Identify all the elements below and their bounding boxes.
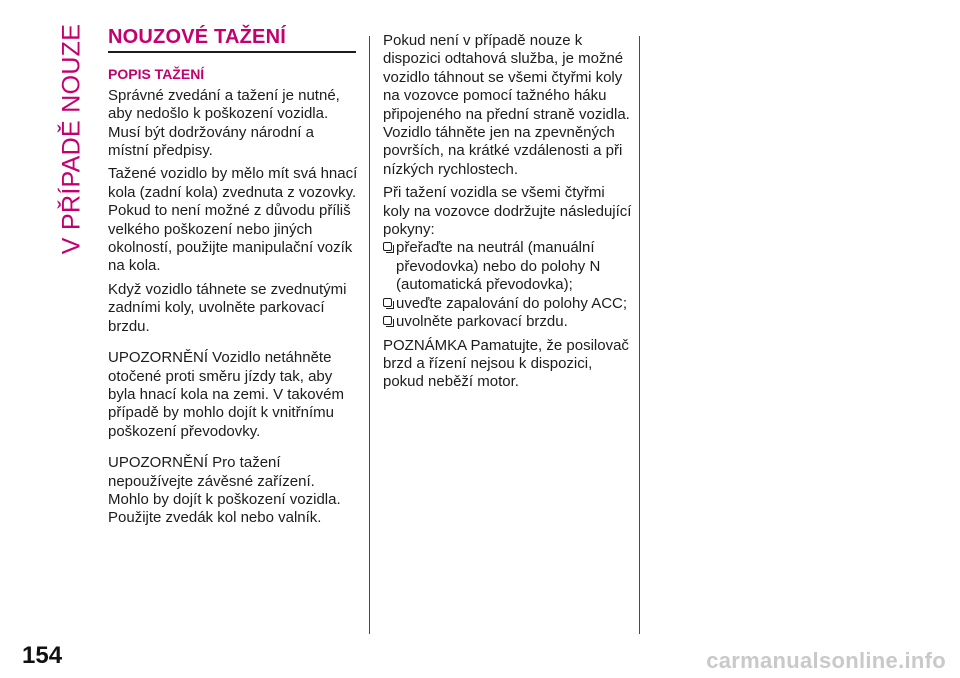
paragraph: Pokud není v případě nouze k dispozici odtahová služba, je možné vozidlo táhnout se všemi čtyřmi koly na vozovce pomocí tažného háku připojeného na přední straně vozidla. Vozidlo táhněte jen na zpevněných površích, na krátké vzdálenosti a při nízkých rychlostech. [383, 32, 630, 178]
chapter-side-label-text: V PŘÍPADĚ NOUZE [57, 23, 86, 255]
chapter-side-label [52, 24, 92, 254]
list-item [383, 239, 633, 294]
list-item [383, 313, 633, 331]
checkbox-bullet-icon [383, 298, 392, 307]
list-item-text: přeřaďte na neutrál (manuální převodovka) nebo do polohy N (automatická převodovka); [396, 239, 601, 294]
section-title: NOUZOVÉ TAŽENÍ [108, 28, 356, 53]
list-item [383, 295, 633, 313]
paragraph: Správné zvedání a tažení je nutné, aby nedošlo k poškození vozidla. Musí být dodržovány národní a místní předpisy. [108, 86, 340, 160]
right-column [383, 32, 633, 397]
left-column [108, 28, 358, 533]
column-divider [369, 36, 370, 634]
warning-paragraph: UPOZORNĚNÍ Pro tažení nepoužívejte závěsné zařízení. Mohlo by dojít k poškození vozidla. Použijte zvedák kol nebo valník. [108, 454, 341, 527]
checkbox-bullet-icon [383, 242, 392, 251]
list-item-text: uvolněte parkovací brzdu. [396, 313, 568, 331]
list-item-text: uveďte zapalování do polohy ACC; [396, 294, 628, 312]
page-number: 154 [22, 642, 63, 669]
note-paragraph: POZNÁMKA Pamatujte, že posilovač brzd a řízení nejsou k dispozici, pokud neběží motor. [383, 336, 629, 391]
checkbox-bullet-icon [383, 316, 392, 325]
column-divider [639, 36, 640, 634]
paragraph: Když vozidlo táhnete se zvednutými zadními koly, uvolněte parkovací brzdu. [108, 280, 347, 335]
warning-paragraph: UPOZORNĚNÍ Vozidlo netáhněte otočené proti směru jízdy tak, aby byla hnací kola na zemi. V takovém případě by mohlo dojít k vnitřnímu poškození převodovky. [108, 349, 344, 440]
watermark: carmanualsonline.info [706, 648, 946, 673]
paragraph: Tažené vozidlo by mělo mít svá hnací kola (zadní kola) zvednuta z vozovky. Pokud to není možné z důvodu příliš velkého poškození nebo jiných okolností, použijte manipulační vozík na kola. [108, 165, 358, 275]
paragraph: Při tažení vozidla se všemi čtyřmi koly na vozovce dodržujte následující pokyny: [383, 184, 632, 239]
section-subtitle: POPIS TAŽENÍ [108, 66, 205, 83]
